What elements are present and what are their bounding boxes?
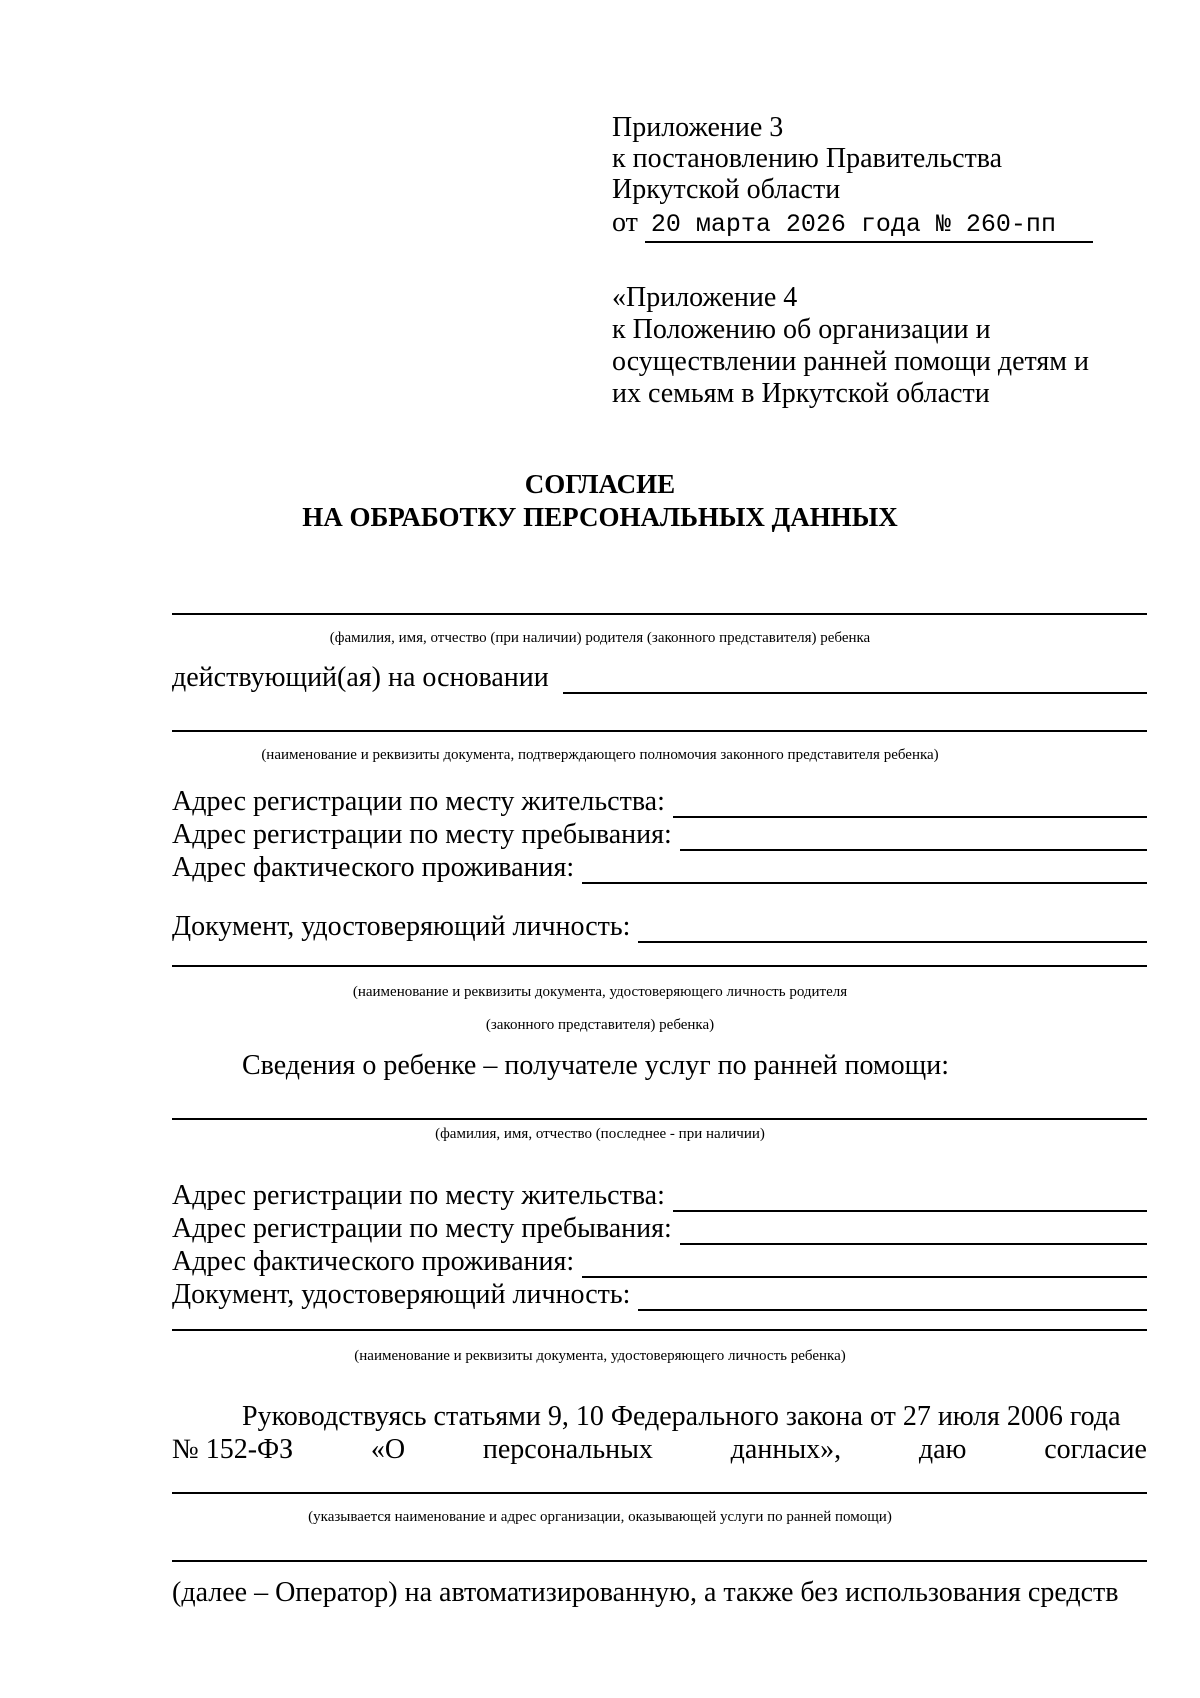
document-subtitle: НА ОБРАБОТКУ ПЕРСОНАЛЬНЫХ ДАННЫХ bbox=[302, 502, 898, 532]
child-addr-residence-row bbox=[172, 1180, 1147, 1212]
consent-word: персональных bbox=[482, 1434, 653, 1465]
consent-word: согласие bbox=[1044, 1434, 1147, 1465]
subappendix-number: «Приложение 4 bbox=[612, 282, 798, 313]
subappendix-line-3: осуществлении ранней помощи детям и bbox=[612, 346, 1089, 377]
parent-id-caption-1: (наименование и реквизиты документа, удостоверяющего личность родителя bbox=[352, 984, 848, 1000]
child-fio-line[interactable] bbox=[172, 1118, 1147, 1120]
parent-addr-residence-label: Адрес регистрации по месту жительства: bbox=[172, 786, 665, 817]
parent-id-line-2[interactable] bbox=[172, 965, 1147, 967]
parent-id-field[interactable] bbox=[638, 915, 1147, 943]
basis-line-2[interactable] bbox=[172, 730, 1147, 732]
date-value: 20 марта 2026 года № 260-пп bbox=[645, 209, 1093, 243]
parent-id-caption-2: (законного представителя) ребенка) bbox=[485, 1017, 715, 1033]
parent-id-label: Документ, удостоверяющий личность: bbox=[172, 911, 631, 942]
appendix-number: Приложение 3 bbox=[612, 112, 784, 143]
org-line-2[interactable] bbox=[172, 1560, 1147, 1562]
basis-caption: (наименование и реквизиты документа, подтверждающего полномочия законного представителя ребенка) bbox=[261, 747, 939, 763]
child-id-caption: (наименование и реквизиты документа, удостоверяющего личность ребенка) bbox=[354, 1348, 846, 1364]
child-id-label: Документ, удостоверяющий личность: bbox=[172, 1279, 631, 1310]
parent-addr-stay-field[interactable] bbox=[680, 823, 1147, 851]
subappendix-line-2: к Положению об организации и bbox=[612, 314, 991, 345]
child-addr-residence-label: Адрес регистрации по месту жительства: bbox=[172, 1180, 665, 1211]
org-line[interactable] bbox=[172, 1492, 1147, 1494]
parent-fio-caption: (фамилия, имя, отчество (при наличии) родителя (законного представителя) ребенка bbox=[329, 630, 871, 646]
consent-line-2 bbox=[172, 1434, 1147, 1466]
org-caption: (указывается наименование и адрес организации, оказывающей услуги по ранней помощи) bbox=[308, 1509, 892, 1525]
child-fio-caption: (фамилия, имя, отчество (последнее - при наличии) bbox=[435, 1126, 765, 1142]
child-addr-stay-label: Адрес регистрации по месту пребывания: bbox=[172, 1213, 672, 1244]
basis-row bbox=[172, 662, 1147, 694]
parent-fio-line[interactable] bbox=[172, 613, 1147, 615]
basis-field[interactable] bbox=[563, 666, 1147, 694]
consent-line-1: Руководствуясь статьями 9, 10 Федерального закона от 27 июля 2006 года bbox=[242, 1401, 1121, 1432]
parent-addr-actual-field[interactable] bbox=[582, 856, 1147, 884]
consent-word: данных», bbox=[730, 1434, 842, 1465]
consent-last-line: (далее – Оператор) на автоматизированную, а также без использования средств bbox=[172, 1577, 1119, 1608]
parent-addr-residence-field[interactable] bbox=[673, 790, 1147, 818]
date-prefix: от bbox=[612, 207, 638, 238]
parent-addr-actual-label: Адрес фактического проживания: bbox=[172, 852, 575, 883]
appendix-region: Иркутской области bbox=[612, 174, 841, 205]
parent-addr-actual-row bbox=[172, 852, 1147, 884]
child-addr-stay-field[interactable] bbox=[680, 1217, 1147, 1245]
child-addr-stay-row bbox=[172, 1213, 1147, 1245]
basis-label: действующий(ая) на основании bbox=[172, 662, 549, 693]
child-addr-residence-field[interactable] bbox=[673, 1184, 1147, 1212]
consent-word: даю bbox=[918, 1434, 967, 1465]
appendix-reference: к постановлению Правительства bbox=[612, 143, 1003, 174]
consent-word: «О bbox=[370, 1434, 406, 1465]
child-addr-actual-label: Адрес фактического проживания: bbox=[172, 1246, 575, 1277]
child-addr-actual-row bbox=[172, 1246, 1147, 1278]
document-title: СОГЛАСИЕ bbox=[524, 469, 676, 499]
appendix-date-line bbox=[612, 207, 1093, 243]
child-heading: Сведения о ребенке – получателе услуг по ранней помощи: bbox=[242, 1050, 949, 1081]
parent-addr-residence-row bbox=[172, 786, 1147, 818]
child-id-field[interactable] bbox=[638, 1283, 1147, 1311]
subappendix-line-4: их семьям в Иркутской области bbox=[612, 378, 990, 409]
consent-word: № 152-ФЗ bbox=[172, 1434, 294, 1465]
parent-addr-stay-label: Адрес регистрации по месту пребывания: bbox=[172, 819, 672, 850]
child-id-row bbox=[172, 1279, 1147, 1311]
parent-id-row bbox=[172, 911, 1147, 943]
child-id-line-2[interactable] bbox=[172, 1329, 1147, 1331]
parent-addr-stay-row bbox=[172, 819, 1147, 851]
child-addr-actual-field[interactable] bbox=[582, 1250, 1147, 1278]
